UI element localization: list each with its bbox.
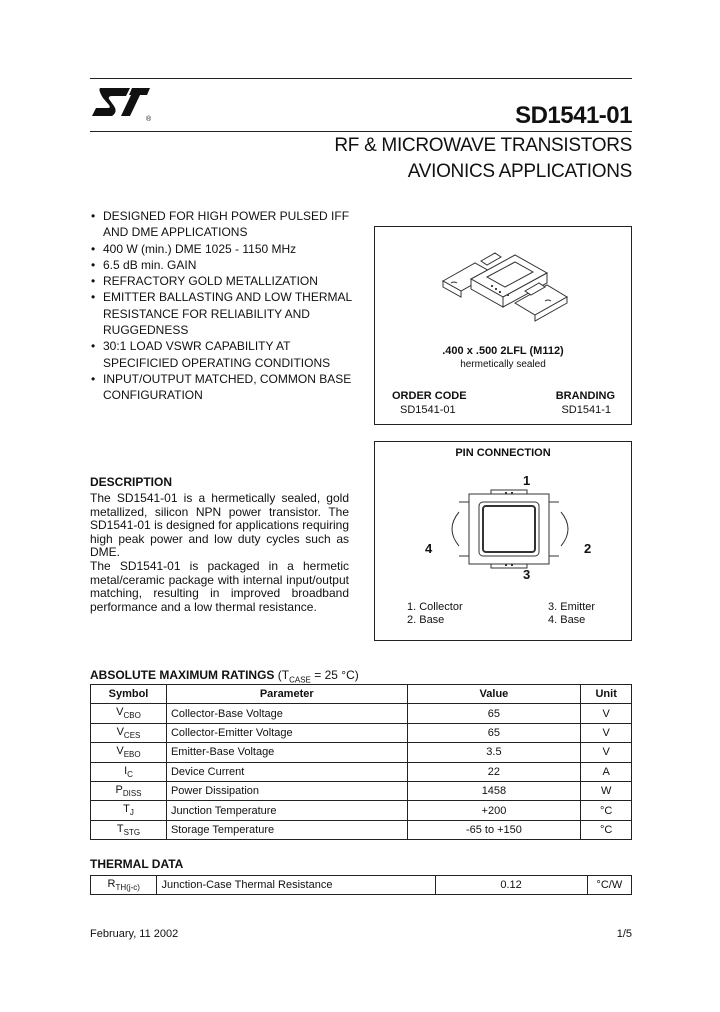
footer-page: 1/5 — [616, 928, 632, 940]
ratings-title-text: ABSOLUTE MAXIMUM RATINGS — [90, 668, 275, 682]
table-row — [91, 762, 632, 781]
footer-date: February, 11 2002 — [90, 928, 179, 940]
unit-cell: °C — [581, 801, 632, 820]
symbol-cell — [91, 781, 167, 800]
table-row — [91, 781, 632, 800]
parameter-cell: Storage Temperature — [166, 820, 407, 839]
pin-legend-1: 1. Collector — [407, 601, 463, 613]
pin-1-label: 1 — [523, 473, 531, 488]
ratings-header-row — [91, 685, 632, 704]
pin-3-label: 3 — [523, 567, 531, 582]
ratings-title — [90, 668, 359, 684]
header-value: Value — [407, 685, 581, 704]
value-cell: -65 to +150 — [407, 820, 581, 839]
parameter-cell: Collector-Base Voltage — [166, 704, 407, 723]
symbol-subscript: CES — [123, 731, 141, 741]
symbol-letter: P — [115, 784, 123, 797]
value-cell: 1458 — [407, 781, 581, 800]
header-unit: Unit — [581, 685, 632, 704]
unit-cell: V — [581, 743, 632, 762]
ratings-condition-prefix: (T — [277, 668, 290, 682]
subtitle-line1: RF & MICROWAVE TRANSISTORS — [334, 135, 632, 156]
value-cell: 0.12 — [435, 876, 587, 895]
ratings-condition-suffix: = 25 °C) — [310, 668, 359, 682]
ratings-condition-sub: CASE — [289, 675, 311, 685]
symbol-subscript: C — [127, 769, 133, 779]
symbol-cell — [91, 801, 167, 820]
symbol-subscript: EBO — [123, 750, 141, 760]
header-parameter: Parameter — [166, 685, 407, 704]
thermal-title: THERMAL DATA — [90, 857, 184, 871]
symbol-subscript: TH(j-c) — [115, 883, 140, 893]
title-rule — [90, 131, 632, 132]
symbol-letter: T — [123, 803, 130, 816]
feature-item: • 6.5 dB min. GAIN — [90, 257, 360, 273]
ratings-condition — [277, 668, 359, 685]
parameter-cell: Power Dissipation — [166, 781, 407, 800]
description-para2: The SD1541-01 is packaged in a hermetic metal/ceramic package with internal input/output matching, resulting in improved broadband performance and a low thermal resistance. — [90, 558, 349, 614]
thermal-table — [90, 875, 632, 895]
table-row — [91, 743, 632, 762]
pin-diagram-icon — [435, 482, 585, 582]
table-row — [91, 723, 632, 742]
order-code-label: ORDER CODE — [392, 390, 467, 402]
unit-cell: A — [581, 762, 632, 781]
part-number: SD1541-01 — [515, 102, 632, 129]
symbol-subscript: J — [129, 808, 134, 818]
registered-mark: ® — [146, 116, 152, 123]
pin-legend-3: 3. Emitter — [548, 601, 596, 613]
symbol-letter: T — [116, 822, 124, 835]
symbol-subscript: DISS — [122, 789, 142, 799]
parameter-cell: Junction Temperature — [166, 801, 407, 820]
branding-value: SD1541-1 — [561, 404, 611, 416]
package-name: .400 x .500 2LFL (M112) — [442, 345, 564, 357]
pin-legend-2: 2. Base — [407, 614, 445, 626]
symbol-letter: I — [124, 764, 128, 777]
feature-item: • 30:1 LOAD VSWR CAPABILITY AT SPECIFICIED OPERATING CONDITIONS — [90, 338, 360, 371]
symbol-subscript: CBO — [123, 711, 141, 721]
parameter-cell: Device Current — [166, 762, 407, 781]
feature-item: • EMITTER BALLASTING AND LOW THERMAL RESISTANCE FOR RELIABILITY AND RUGGEDNESS — [90, 289, 360, 338]
package-drawing-icon — [435, 241, 575, 341]
symbol-cell — [91, 820, 167, 839]
symbol-letter: R — [107, 878, 116, 891]
unit-cell: W — [581, 781, 632, 800]
description-para1: The SD1541-01 is a hermetically sealed, gold metallized, silicon NPN power transistor. The SD1541-01 is designed for applications requiring high peak power and low duty cycles such as DME. — [90, 491, 349, 560]
header-rule — [90, 78, 632, 79]
value-cell: 65 — [407, 723, 581, 742]
feature-item: • INPUT/OUTPUT MATCHED, COMMON BASE CONFIGURATION — [90, 371, 360, 404]
symbol-cell — [91, 876, 157, 895]
ratings-table — [90, 684, 632, 840]
header-symbol: Symbol — [91, 685, 167, 704]
unit-cell: V — [581, 723, 632, 742]
table-row — [91, 876, 632, 895]
symbol-letter: V — [116, 725, 124, 738]
table-row — [91, 704, 632, 723]
features-list — [90, 208, 360, 404]
symbol-cell — [91, 743, 167, 762]
value-cell: 22 — [407, 762, 581, 781]
symbol-cell — [91, 762, 167, 781]
description-title: DESCRIPTION — [90, 475, 173, 489]
symbol-cell — [91, 704, 167, 723]
unit-cell: V — [581, 704, 632, 723]
parameter-cell: Emitter-Base Voltage — [166, 743, 407, 762]
value-cell: +200 — [407, 801, 581, 820]
symbol-letter: V — [116, 706, 124, 719]
unit-cell: °C — [581, 820, 632, 839]
description-text — [90, 492, 349, 614]
parameter-cell: Collector-Emitter Voltage — [166, 723, 407, 742]
feature-item: • 400 W (min.) DME 1025 - 1150 MHz — [90, 241, 360, 257]
parameter-cell: Junction-Case Thermal Resistance — [157, 876, 435, 895]
feature-item: • REFRACTORY GOLD METALLIZATION — [90, 273, 360, 289]
table-row — [91, 801, 632, 820]
symbol-subscript: STG — [123, 828, 141, 838]
pin-legend-4: 4. Base — [548, 614, 586, 626]
unit-cell: °C/W — [587, 876, 631, 895]
pin-connection-title: PIN CONNECTION — [455, 447, 551, 459]
subtitle-line2: AVIONICS APPLICATIONS — [407, 161, 632, 182]
package-seal: hermetically sealed — [460, 359, 546, 370]
feature-item: • DESIGNED FOR HIGH POWER PULSED IFF AND DME APPLICATIONS — [90, 208, 360, 241]
order-code-value: SD1541-01 — [400, 404, 456, 416]
pin-4-label: 4 — [425, 541, 433, 556]
package-box — [374, 226, 632, 425]
value-cell: 3.5 — [407, 743, 581, 762]
symbol-cell — [91, 723, 167, 742]
branding-label: BRANDING — [555, 390, 615, 402]
pin-connection-box — [374, 441, 632, 641]
value-cell: 65 — [407, 704, 581, 723]
table-row — [91, 820, 632, 839]
pin-2-label: 2 — [584, 541, 592, 556]
st-logo-icon — [90, 80, 152, 122]
symbol-letter: V — [116, 745, 124, 758]
